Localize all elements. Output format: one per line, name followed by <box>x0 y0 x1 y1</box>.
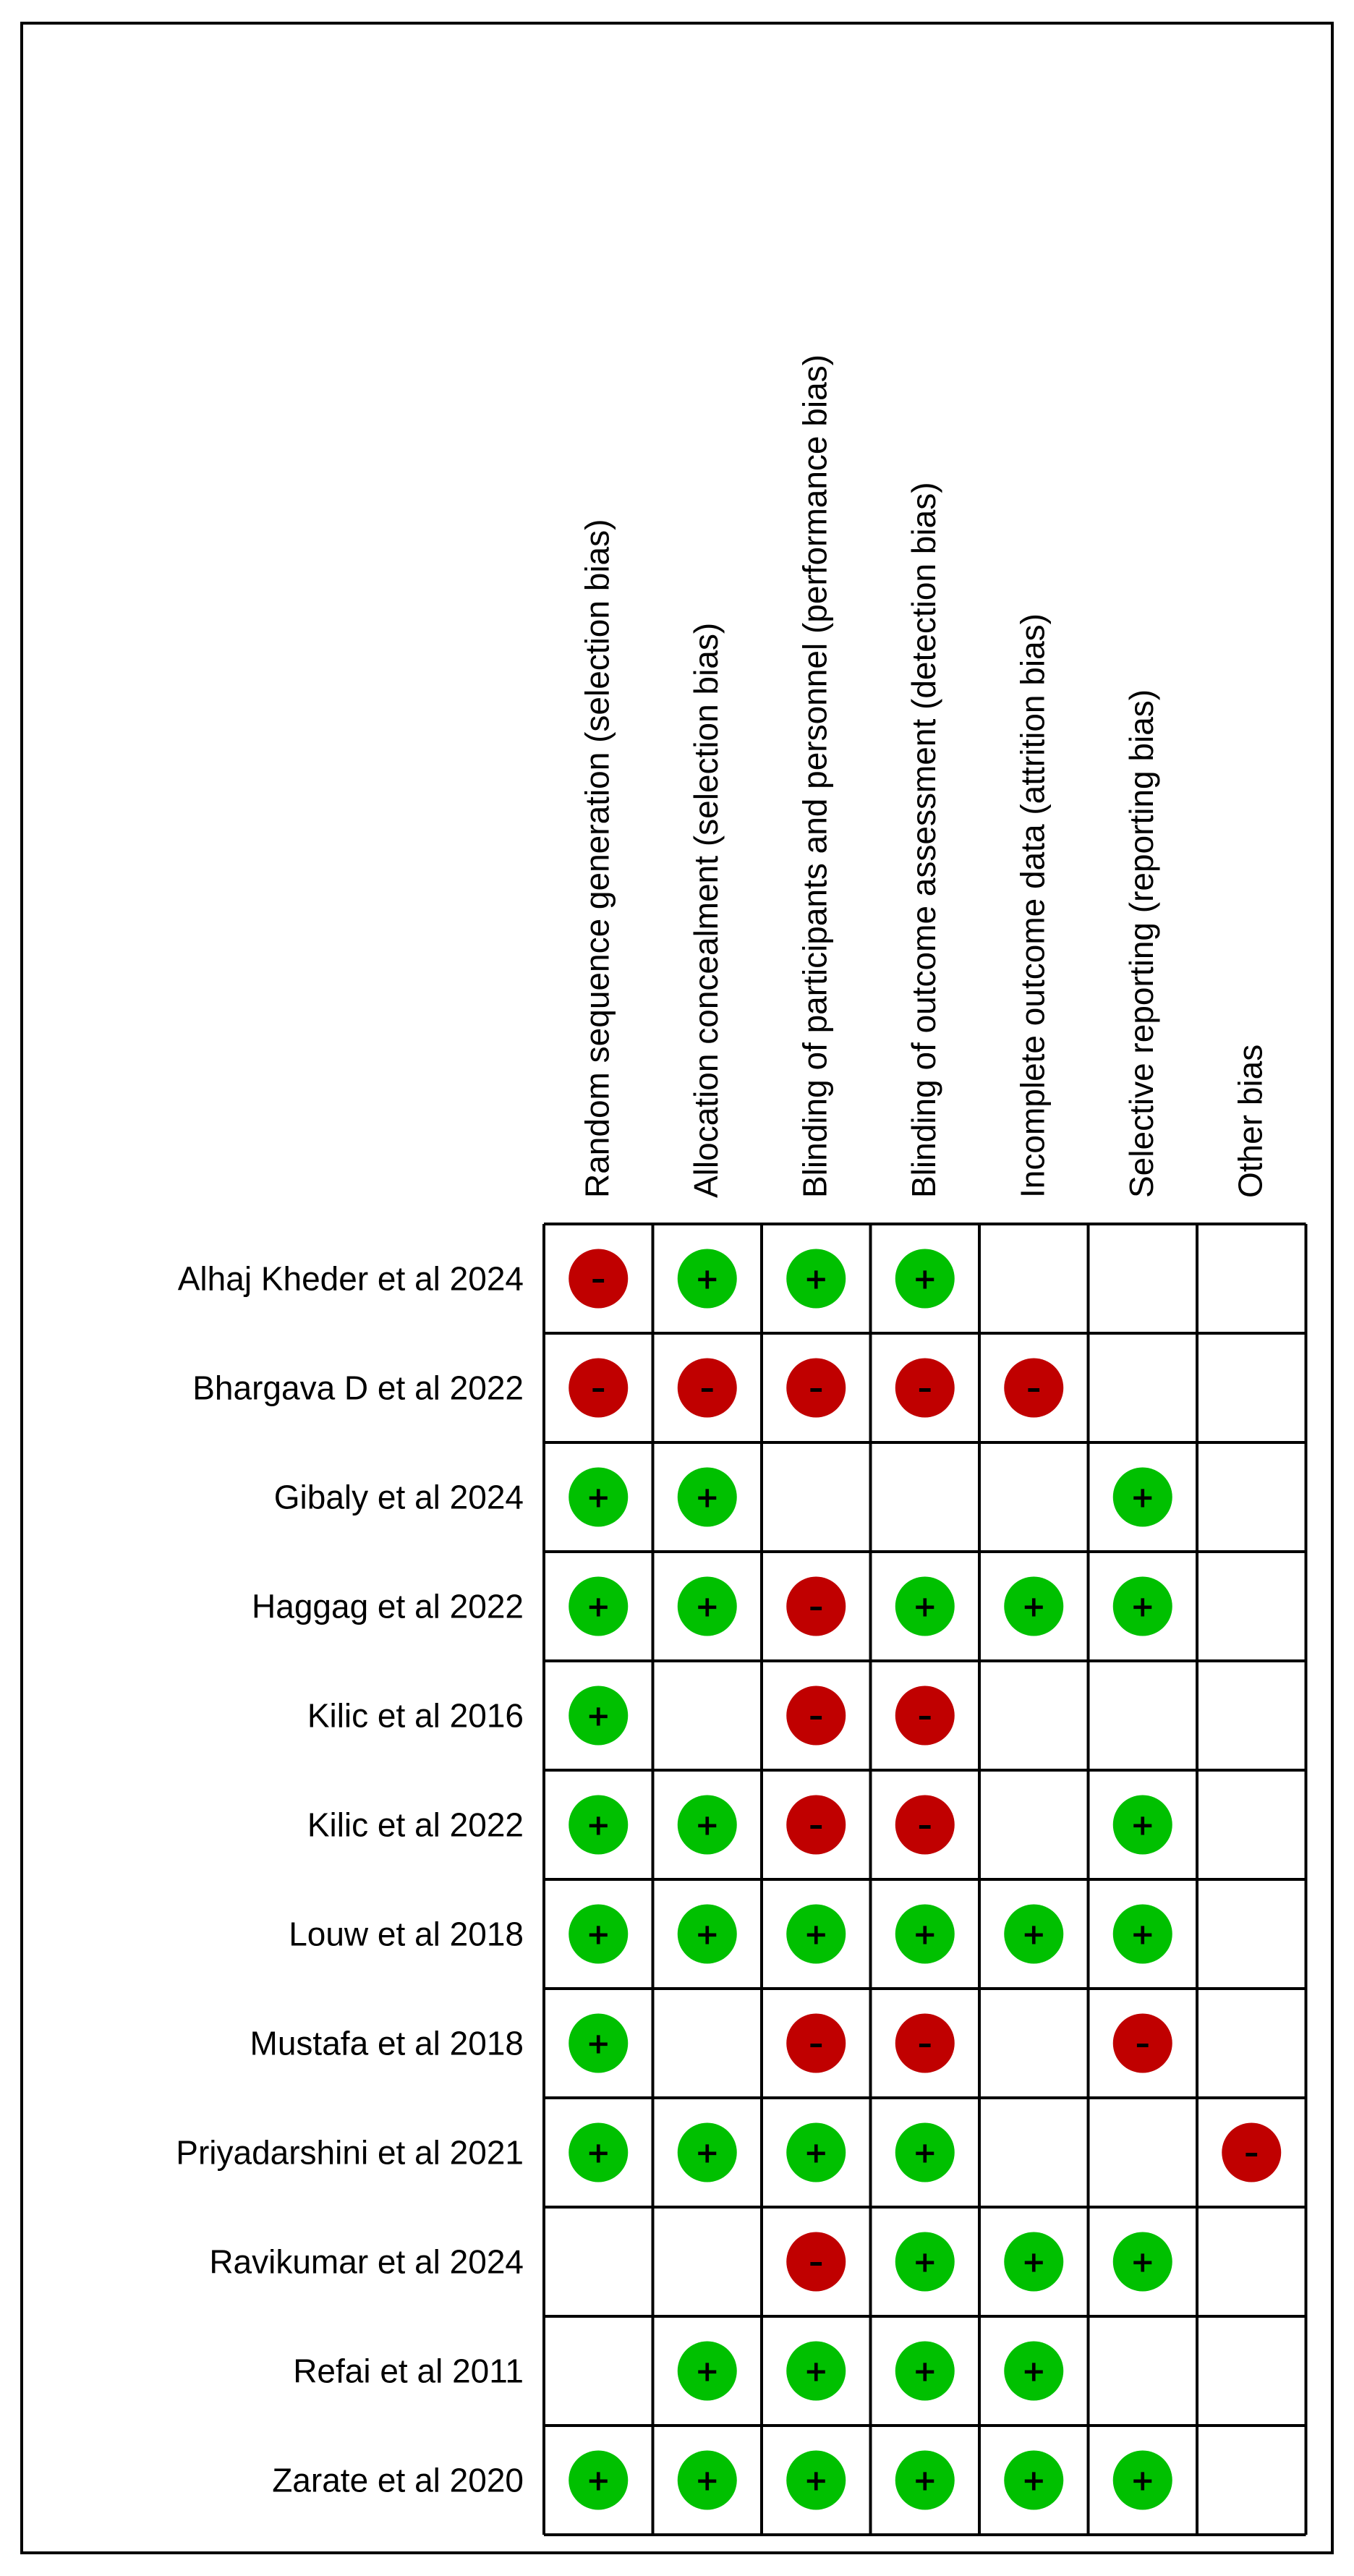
low-risk-marker <box>678 2123 737 2182</box>
low-risk-marker <box>569 1468 628 1527</box>
low-risk-marker <box>895 2123 955 2182</box>
high-risk-marker <box>786 1359 846 1418</box>
column-header: Selective reporting (reporting bias) <box>1122 689 1160 1198</box>
low-risk-marker <box>569 1686 628 1746</box>
high-risk-marker <box>895 2014 955 2073</box>
plus-symbol: + <box>586 2464 611 2498</box>
high-risk-marker <box>786 2232 846 2292</box>
plus-symbol: + <box>694 2136 720 2170</box>
high-risk-marker <box>895 1686 955 1746</box>
plus-symbol: + <box>912 2355 937 2389</box>
minus-symbol: – <box>809 1808 824 1842</box>
study-label: Alhaj Kheder et al 2024 <box>177 1259 524 1298</box>
low-risk-marker <box>1113 1468 1172 1527</box>
plus-symbol: + <box>694 1590 720 1624</box>
column-header: Blinding of participants and personnel (performance bias) <box>796 354 834 1198</box>
high-risk-marker <box>1113 2014 1172 2073</box>
low-risk-marker <box>678 1795 737 1855</box>
plus-symbol: + <box>586 1808 611 1842</box>
study-label: Haggag et al 2022 <box>252 1587 524 1625</box>
plus-symbol: + <box>1130 1808 1155 1842</box>
minus-symbol: – <box>809 1372 824 1406</box>
plus-symbol: + <box>1021 1918 1047 1952</box>
high-risk-marker <box>569 1359 628 1418</box>
plus-symbol: + <box>694 1481 720 1515</box>
low-risk-marker <box>678 2342 737 2401</box>
low-risk-marker <box>1113 2232 1172 2292</box>
plus-symbol: + <box>912 1590 937 1624</box>
high-risk-marker <box>1004 1359 1063 1418</box>
plus-symbol: + <box>912 2245 937 2279</box>
low-risk-marker <box>569 2014 628 2073</box>
low-risk-marker <box>786 2123 846 2182</box>
plus-symbol: + <box>1021 2464 1047 2498</box>
column-header: Random sequence generation (selection bias) <box>578 519 616 1198</box>
high-risk-marker <box>786 1795 846 1855</box>
low-risk-marker <box>678 1577 737 1636</box>
plus-symbol: + <box>586 1918 611 1952</box>
minus-symbol: – <box>699 1372 715 1406</box>
low-risk-marker <box>678 1905 737 1964</box>
high-risk-marker <box>786 1686 846 1746</box>
column-header: Blinding of outcome assessment (detection bias) <box>904 482 942 1198</box>
low-risk-marker <box>1113 1795 1172 1855</box>
study-label: Louw et al 2018 <box>289 1915 524 1953</box>
low-risk-marker <box>895 2232 955 2292</box>
study-label: Gibaly et al 2024 <box>273 1478 524 1516</box>
low-risk-marker <box>786 1905 846 1964</box>
minus-symbol: – <box>809 1590 824 1624</box>
low-risk-marker <box>1004 1577 1063 1636</box>
plus-symbol: + <box>694 1918 720 1952</box>
plus-symbol: + <box>586 1699 611 1733</box>
minus-symbol: – <box>809 2027 824 2061</box>
plus-symbol: + <box>912 2464 937 2498</box>
study-label: Bhargava D et al 2022 <box>192 1369 524 1407</box>
plus-symbol: + <box>694 1808 720 1842</box>
study-label: Zarate et al 2020 <box>272 2461 524 2499</box>
low-risk-marker <box>569 2123 628 2182</box>
plus-symbol: + <box>912 2136 937 2170</box>
low-risk-marker <box>678 1468 737 1527</box>
plus-symbol: + <box>1021 1590 1047 1624</box>
low-risk-marker <box>1113 1577 1172 1636</box>
high-risk-marker <box>895 1359 955 1418</box>
plus-symbol: + <box>1021 2355 1047 2389</box>
column-header: Allocation concealment (selection bias) <box>686 622 725 1198</box>
minus-symbol: – <box>809 1699 824 1733</box>
plus-symbol: + <box>912 1262 937 1296</box>
plus-symbol: + <box>1130 1481 1155 1515</box>
high-risk-marker <box>786 2014 846 2073</box>
minus-symbol: – <box>917 1372 932 1406</box>
plus-symbol: + <box>694 1262 720 1296</box>
low-risk-marker <box>1113 2451 1172 2510</box>
minus-symbol: – <box>917 1699 932 1733</box>
low-risk-marker <box>569 2451 628 2510</box>
plus-symbol: + <box>586 1590 611 1624</box>
plus-symbol: + <box>694 2464 720 2498</box>
plus-symbol: + <box>804 2136 829 2170</box>
low-risk-marker <box>1113 1905 1172 1964</box>
minus-symbol: – <box>1135 2027 1150 2061</box>
minus-symbol: – <box>591 1372 606 1406</box>
high-risk-marker <box>1222 2123 1281 2182</box>
low-risk-marker <box>895 2451 955 2510</box>
study-label: Mustafa et al 2018 <box>250 2024 524 2062</box>
study-label: Refai et al 2011 <box>293 2352 524 2390</box>
minus-symbol: – <box>591 1262 606 1296</box>
high-risk-marker <box>569 1249 628 1309</box>
study-label: Kilic et al 2016 <box>307 1696 524 1735</box>
low-risk-marker <box>569 1905 628 1964</box>
minus-symbol: – <box>917 2027 932 2061</box>
column-header: Incomplete outcome data (attrition bias) <box>1013 613 1052 1198</box>
high-risk-marker <box>895 1795 955 1855</box>
plus-symbol: + <box>1130 2245 1155 2279</box>
plus-symbol: + <box>586 2136 611 2170</box>
low-risk-marker <box>1004 1905 1063 1964</box>
plus-symbol: + <box>586 1481 611 1515</box>
study-label: Ravikumar et al 2024 <box>209 2243 524 2281</box>
low-risk-marker <box>895 1577 955 1636</box>
low-risk-marker <box>895 1905 955 1964</box>
low-risk-marker <box>786 2451 846 2510</box>
plus-symbol: + <box>694 2355 720 2389</box>
low-risk-marker <box>1004 2342 1063 2401</box>
low-risk-marker <box>786 2342 846 2401</box>
minus-symbol: – <box>809 2245 824 2279</box>
plus-symbol: + <box>912 1918 937 1952</box>
minus-symbol: – <box>917 1808 932 1842</box>
low-risk-marker <box>678 1249 737 1309</box>
plus-symbol: + <box>1021 2245 1047 2279</box>
low-risk-marker <box>786 1249 846 1309</box>
high-risk-marker <box>678 1359 737 1418</box>
plus-symbol: + <box>804 2464 829 2498</box>
plus-symbol: + <box>586 2027 611 2061</box>
plus-symbol: + <box>1130 1590 1155 1624</box>
plus-symbol: + <box>804 1262 829 1296</box>
minus-symbol: – <box>1026 1372 1042 1406</box>
low-risk-marker <box>678 2451 737 2510</box>
low-risk-marker <box>895 2342 955 2401</box>
minus-symbol: – <box>1244 2136 1259 2170</box>
study-label: Priyadarshini et al 2021 <box>176 2133 524 2172</box>
low-risk-marker <box>569 1795 628 1855</box>
high-risk-marker <box>786 1577 846 1636</box>
plus-symbol: + <box>804 1918 829 1952</box>
column-header: Other bias <box>1231 1044 1269 1198</box>
plus-symbol: + <box>804 2355 829 2389</box>
low-risk-marker <box>569 1577 628 1636</box>
low-risk-marker <box>895 1249 955 1309</box>
plus-symbol: + <box>1130 1918 1155 1952</box>
low-risk-marker <box>1004 2451 1063 2510</box>
plus-symbol: + <box>1130 2464 1155 2498</box>
study-label: Kilic et al 2022 <box>307 1806 524 1844</box>
low-risk-marker <box>1004 2232 1063 2292</box>
